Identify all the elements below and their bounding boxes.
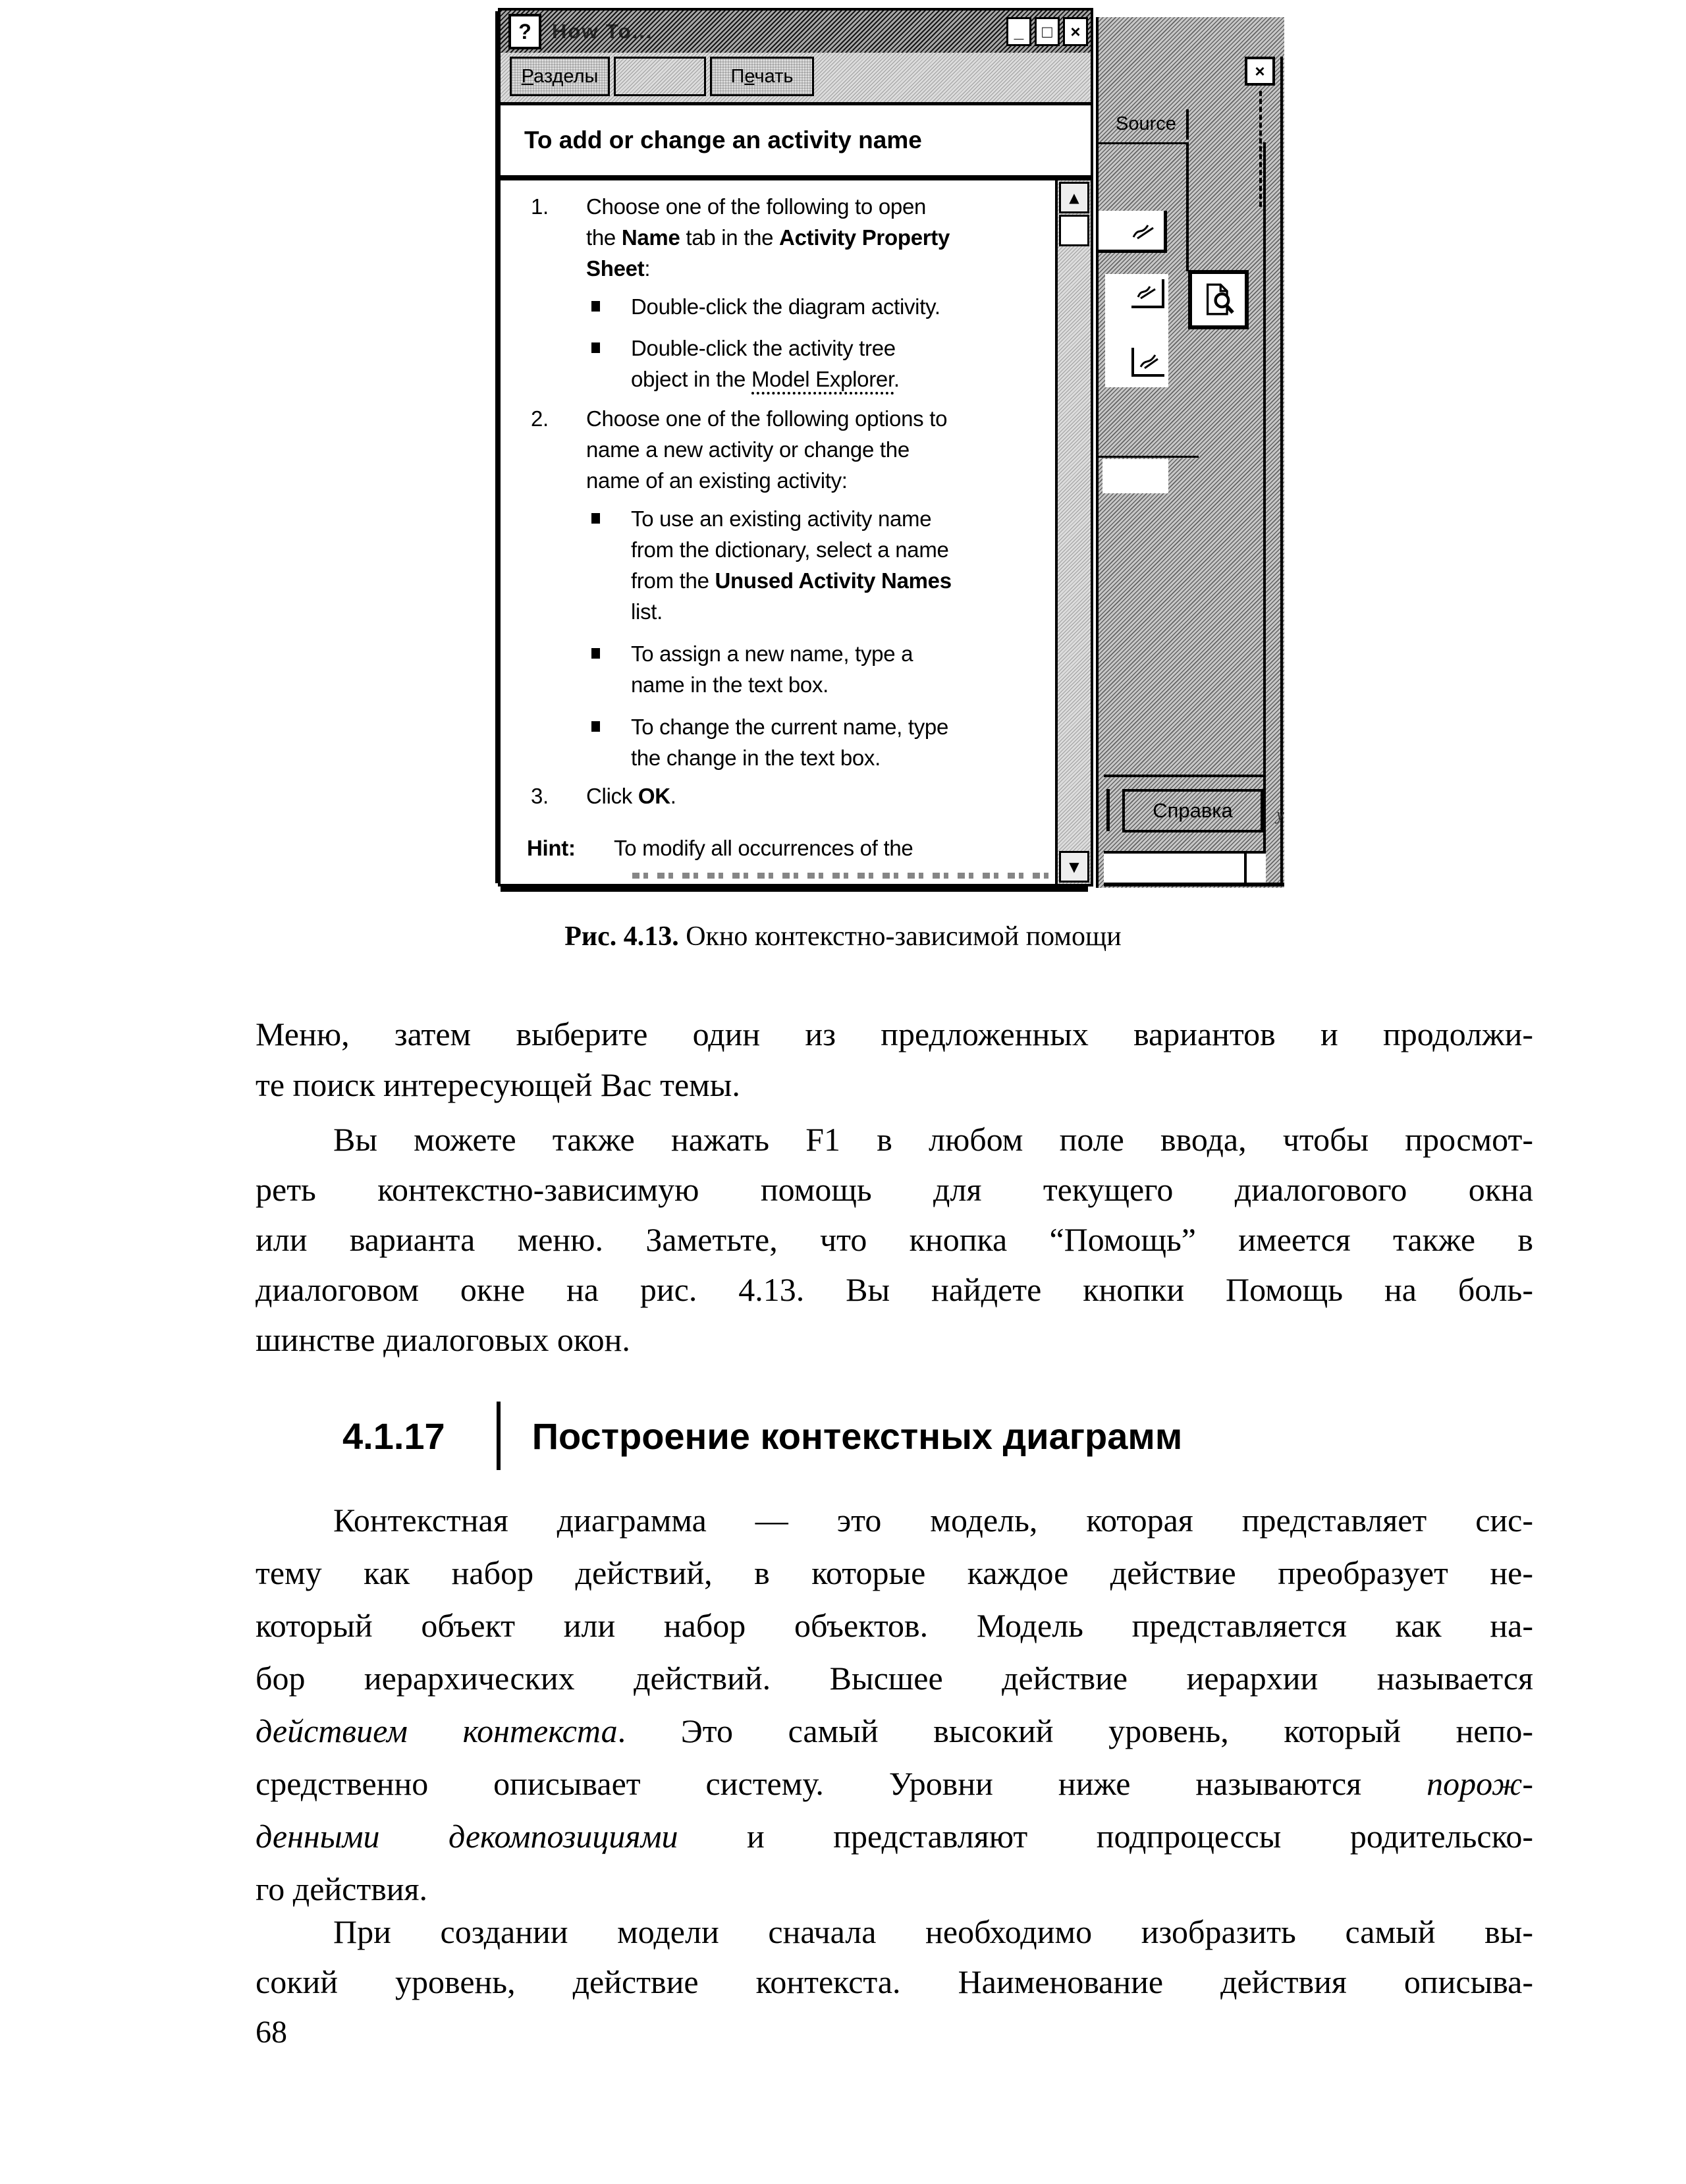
help-topic-title: To add or change an activity name [524,126,922,153]
text-line: name a new activity or change the [586,437,910,462]
body-line: который объект или набор объектов. Модель представляется как на- [256,1607,1533,1644]
bullet-item [501,638,1055,700]
help-topic-body [501,180,1055,884]
scrollbar-thumb[interactable] [1059,215,1089,246]
body-line: тему как набор действий, в которые каждое действие преобразует не- [256,1554,1533,1591]
body-line: реть контекстно-зависимую помощь для текущего диалогового окна [256,1171,1533,1208]
close-icon: × [1070,21,1081,41]
figure-caption [0,921,1686,952]
text-line: Choose one of the following options to [586,406,948,431]
arrow-up-icon: ▲ [1069,190,1079,205]
body-line: бор иерархических действий. Высшее действие иерархии называется [256,1660,1533,1697]
help-window [498,8,1093,887]
preview-button[interactable] [1188,270,1249,329]
bullet-text [631,333,1055,395]
figure-caption-text: Окно контекстно-зависимой помощи [678,921,1122,952]
dropdown-button-clipped[interactable] [1131,279,1164,308]
maximize-icon: □ [1042,21,1052,41]
hint-text: To modify all occurrences of the [614,836,913,860]
question-mark-icon: ? [518,19,531,43]
text-line: from the Unused Activity Names [631,568,952,593]
print-button-label: Печать [730,65,794,87]
text-line: Sheet: [586,256,651,281]
field-edge [1099,456,1199,458]
help-button[interactable] [1122,789,1263,833]
help-context-icon[interactable] [508,14,541,49]
text-line: from the dictionary, select a name [631,537,949,562]
window-controls [1006,17,1088,46]
tab-source[interactable]: Source [1116,113,1176,134]
step-2-number: 2. [531,406,549,431]
body-line: средственно описывает систему. Уровни ниже называются порож- [256,1765,1533,1802]
text-field-clipped[interactable] [1102,459,1168,493]
bullet-item [501,711,1055,773]
dialog-bottom-gap [1104,854,1266,883]
topics-button[interactable] [510,57,610,96]
header-divider [501,175,1091,180]
arrow-scribble-icon [1138,352,1160,369]
scroll-up-button[interactable] [1059,182,1089,213]
step-1-number: 1. [531,194,549,219]
panel-edge [1099,142,1188,144]
outer-right-edge [1280,57,1283,885]
text-line: To assign a new name, type a [631,642,913,666]
dropdown-button-clipped[interactable] [1131,348,1164,377]
text-line: list. [631,599,663,624]
scroll-down-button[interactable] [1059,851,1089,883]
bullet-text [631,503,1055,627]
outer-bottom-edge [1104,883,1284,887]
close-icon: × [1255,61,1265,81]
step-2 [501,403,1055,496]
bullet-marker [591,513,600,524]
side-dialog [1096,17,1284,888]
arrow-down-icon: ▼ [1069,859,1079,875]
close-button[interactable] [1063,17,1088,46]
bullet-text [631,711,1055,773]
maximize-button[interactable] [1035,17,1060,46]
help-button-label: Справка [1153,799,1233,822]
arrow-scribble-icon [1135,284,1158,301]
dialog-inner-border [1263,142,1266,852]
step-3-number: 3. [531,784,549,808]
text-line: name in the text box. [631,672,829,697]
dropdown-button-clipped[interactable] [1099,211,1167,253]
help-topic-header [501,105,1091,175]
document-magnifier-icon [1203,282,1234,317]
body-line: При создании модели сначала необходимо изобразить самый вы- [333,1913,1533,1950]
bullet-item [501,503,1055,627]
body-line: денными декомпозициями и представляют подпроцессы родительско- [256,1818,1533,1855]
body-line: го действия. [256,1870,428,1907]
body-line: Вы можете также нажать F1 в любом поле ввода, чтобы просмот- [333,1121,1533,1158]
dialog-inner-border [1104,775,1266,777]
help-window-titlebar[interactable] [501,11,1091,53]
text-line: Choose one of the following to open [586,194,927,219]
step-2-text [586,403,1055,496]
section-title: Построение контекстных диаграмм [531,1415,1183,1457]
panel-edge [1186,142,1189,271]
clipped-text-line [632,873,1054,879]
text-line: Double-click the activity tree [631,336,896,360]
help-toolbar [501,53,1091,105]
step-1-text [586,191,1055,284]
bullet-text [631,638,1055,700]
page-number: 68 [256,2015,287,2050]
print-button[interactable] [710,57,814,96]
bullet-marker [591,342,600,353]
text-line: To use an existing activity name [631,506,932,531]
bullet-marker [591,648,600,659]
back-button-disabled [614,57,706,96]
minimize-icon: _ [1014,21,1024,41]
body-line: шинстве диалоговых окон. [256,1321,630,1358]
topics-button-label: Разделы [521,65,599,87]
body-line: те поиск интересующей Вас темы. [256,1066,740,1103]
body-line: сокий уровень, действие контекста. Наименование действия описыва- [256,1963,1533,2000]
dashed-guide-line [1259,91,1262,207]
stray-mark: у [1276,805,1284,824]
body-line: Контекстная диаграмма — это модель, которая представляет сис- [333,1502,1533,1539]
arrow-scribble-icon [1129,220,1158,242]
step-1 [501,191,1055,284]
text-line: To change the current name, type [631,715,949,739]
step-3 [501,780,1055,811]
bullet-marker [591,721,600,732]
body-line: или варианта меню. Заметьте, что кнопка “Помощь” имеется также в [256,1221,1533,1258]
bullet-item [501,291,1055,322]
focus-tick [1106,789,1110,831]
section-header [342,1402,1182,1470]
window-title: How To... [552,20,653,43]
bullet-marker [591,301,600,312]
edge-fragment [1244,854,1247,884]
text-line: object in the Model Explorer. [631,364,1055,395]
section-divider-bar [497,1402,501,1470]
body-line: Меню, затем выберите один из предложенных вариантов и продолжи- [256,1016,1533,1052]
vertical-scrollbar[interactable] [1055,180,1091,884]
section-number: 4.1.17 [342,1415,445,1457]
hint-row [501,833,1055,863]
minimize-button[interactable] [1006,17,1031,46]
bullet-text: Double-click the diagram activity. [631,294,940,319]
dialog-close-button[interactable] [1245,57,1275,86]
text-line: the change in the text box. [631,746,881,770]
figure-caption-label: Рис. 4.13. [564,921,679,952]
text-line: the Name tab in the Activity Property [586,225,950,250]
step-3-text: Click OK. [586,784,676,808]
model-explorer-link[interactable]: Model Explorer [751,367,894,395]
white-panel [1105,274,1168,387]
bullet-item [501,333,1055,395]
body-line: диалоговом окне на рис. 4.13. Вы найдете кнопки Помощь на боль- [256,1271,1533,1308]
text-line: name of an existing activity: [586,468,848,493]
body-line: действием контекста. Это самый высокий уровень, который непо- [256,1712,1533,1749]
tab-divider [1186,109,1189,140]
hint-label: Hint: [527,836,576,860]
